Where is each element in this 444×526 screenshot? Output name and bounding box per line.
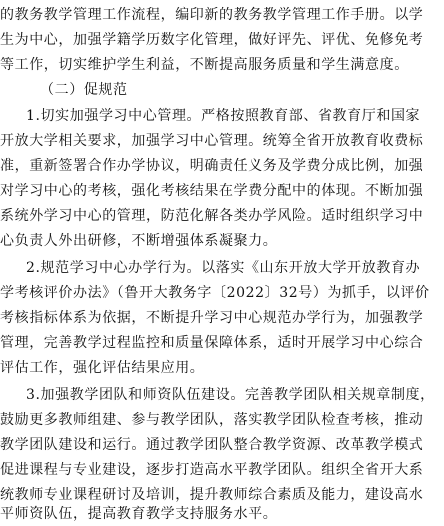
text-line: 等工作，切实维护学生利益，不断提高服务质量和学生满意度。: [0, 57, 409, 73]
paragraph-first-line: 2.规范学习中心办学行为。以落实《山东开放大学开放教育办: [26, 260, 421, 276]
section-heading: （二）促规范: [40, 82, 128, 98]
text-line: 对学习中心的考核，强化考核结果在学费分配中的体现。不断加强: [0, 183, 424, 199]
text-line: 促进课程与专业建设，逐步打造高水平教学团队。组织全省开大系: [0, 462, 424, 478]
text-line: 考核指标体系为依据，不断提升学习中心规范办学行为，加强教学: [0, 310, 424, 326]
text-line: 学考核评价办法》（鲁开大教务字〔2022〕32号）为抓手，以评价: [0, 285, 430, 301]
text-line: 生为中心，加强学籍学历数字化管理，做好评先、评优、免修免考: [0, 32, 424, 48]
text-line: 心负责人外出研修，不断增强体系凝聚力。: [0, 233, 278, 249]
text-line: 的教务教学管理工作流程，编印新的教务教学管理工作手册。以学: [0, 7, 424, 23]
text-line: 系统外学习中心的管理，防范化解各类办学风险。适时组织学习中: [0, 208, 424, 224]
paragraph-first-line: 1.切实加强学习中心管理。严格按照教育部、省教育厅和国家: [26, 108, 421, 124]
text-line: 统教师专业课程研讨及培训，提升教师综合素质及能力，建设高水: [0, 487, 424, 503]
text-line: 评估工作，强化评估结果应用。: [0, 360, 205, 376]
text-line: 鼓励更多教师组建、参与教学团队，落实教学团队检查考核，推动: [0, 412, 424, 428]
text-line: 管理，完善教学过程监控和质量保障体系，适时开展学习中心综合: [0, 335, 424, 351]
text-line: 平师资队伍，提高教育教学支持服务水平。: [0, 506, 278, 522]
text-line: 教学团队建设和运行。通过教学团队整合教学资源、改革教学模式: [0, 437, 424, 453]
paragraph-first-line: 3.加强教学团队和师资队伍建设。完善教学团队相关规章制度，: [26, 387, 435, 403]
text-line: 开放大学相关要求，加强学习中心管理。统筹全省开放教育收费标: [0, 133, 424, 149]
text-line: 准，重新签署合作办学协议，明确责任义务及学费分成比例，加强: [0, 158, 424, 174]
